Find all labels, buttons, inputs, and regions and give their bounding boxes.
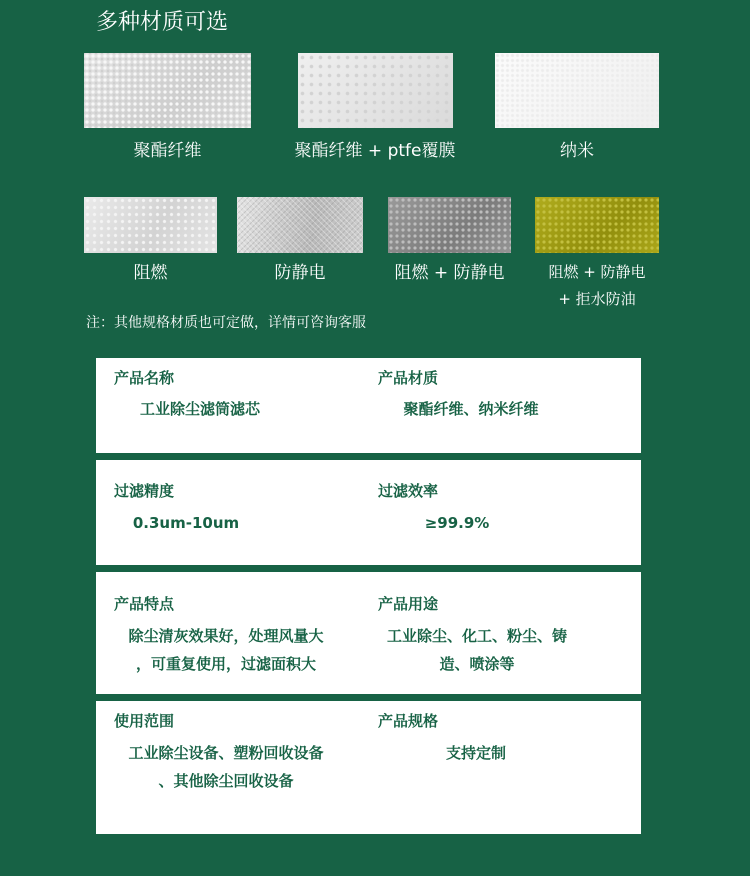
polyester-ptfe-swatch <box>298 53 453 128</box>
flame-antistatic-swatch <box>388 197 511 253</box>
spec-card-features-usage <box>96 572 641 694</box>
product-name-value: 工业除尘滤筒滤芯 <box>139 400 260 418</box>
spec-card-name-material <box>96 358 641 453</box>
custom-note: 注：其他规格材质也可定做，详情可咨询客服 <box>86 315 366 331</box>
filter-efficiency-heading: 过滤效率 <box>378 482 439 500</box>
product-usage-value-line2: 造、喷涂等 <box>439 655 515 673</box>
nano-label: 纳米 <box>560 141 594 161</box>
product-material-heading: 产品材质 <box>378 369 439 387</box>
polyester-ptfe-label: 聚酯纤维 + ptfe覆膜 <box>294 141 456 161</box>
polyester-swatch <box>84 53 251 128</box>
product-features-value-line1: 除尘清灰效果好，处理风量大 <box>128 627 324 645</box>
product-usage-heading: 产品用途 <box>378 595 439 613</box>
usage-scope-heading: 使用范围 <box>114 712 175 730</box>
filter-precision-value: 0.3um-10um <box>132 514 240 532</box>
usage-scope-value-line1: 工业除尘设备、塑粉回收设备 <box>128 744 324 762</box>
section-title: 多种材质可选 <box>96 10 229 35</box>
antistatic-swatch <box>237 197 363 253</box>
flame-retardant-label: 阻燃 <box>133 263 168 283</box>
product-spec-value: 支持定制 <box>445 744 506 762</box>
product-features-value-line2: ，可重复使用，过滤面积大 <box>135 655 316 673</box>
product-features-heading: 产品特点 <box>114 595 175 613</box>
product-material-value: 聚酯纤维、纳米纤维 <box>403 400 539 418</box>
antistatic-label: 防静电 <box>274 263 326 283</box>
usage-scope-value-line2: 、其他除尘回收设备 <box>158 772 294 790</box>
flame-antistatic-waterproof-swatch <box>535 197 659 253</box>
polyester-label: 聚酯纤维 <box>133 141 202 161</box>
flame-antistatic-waterproof-label-line2: + 拒水防油 <box>558 290 636 308</box>
filter-precision-heading: 过滤精度 <box>114 482 175 500</box>
nano-swatch <box>495 53 659 128</box>
flame-antistatic-waterproof-label-line1: 阻燃 + 防静电 <box>548 263 646 281</box>
flame-antistatic-label: 阻燃 + 防静电 <box>394 263 505 283</box>
filter-efficiency-value: ≥99.9% <box>424 514 490 532</box>
product-usage-value-line1: 工业除尘、化工、粉尘、铸 <box>386 627 567 645</box>
product-spec-heading: 产品规格 <box>378 712 439 730</box>
product-name-heading: 产品名称 <box>114 369 175 387</box>
flame-retardant-swatch <box>84 197 217 253</box>
spec-card-precision-efficiency <box>96 460 641 565</box>
spec-card-scope-spec <box>96 701 641 834</box>
